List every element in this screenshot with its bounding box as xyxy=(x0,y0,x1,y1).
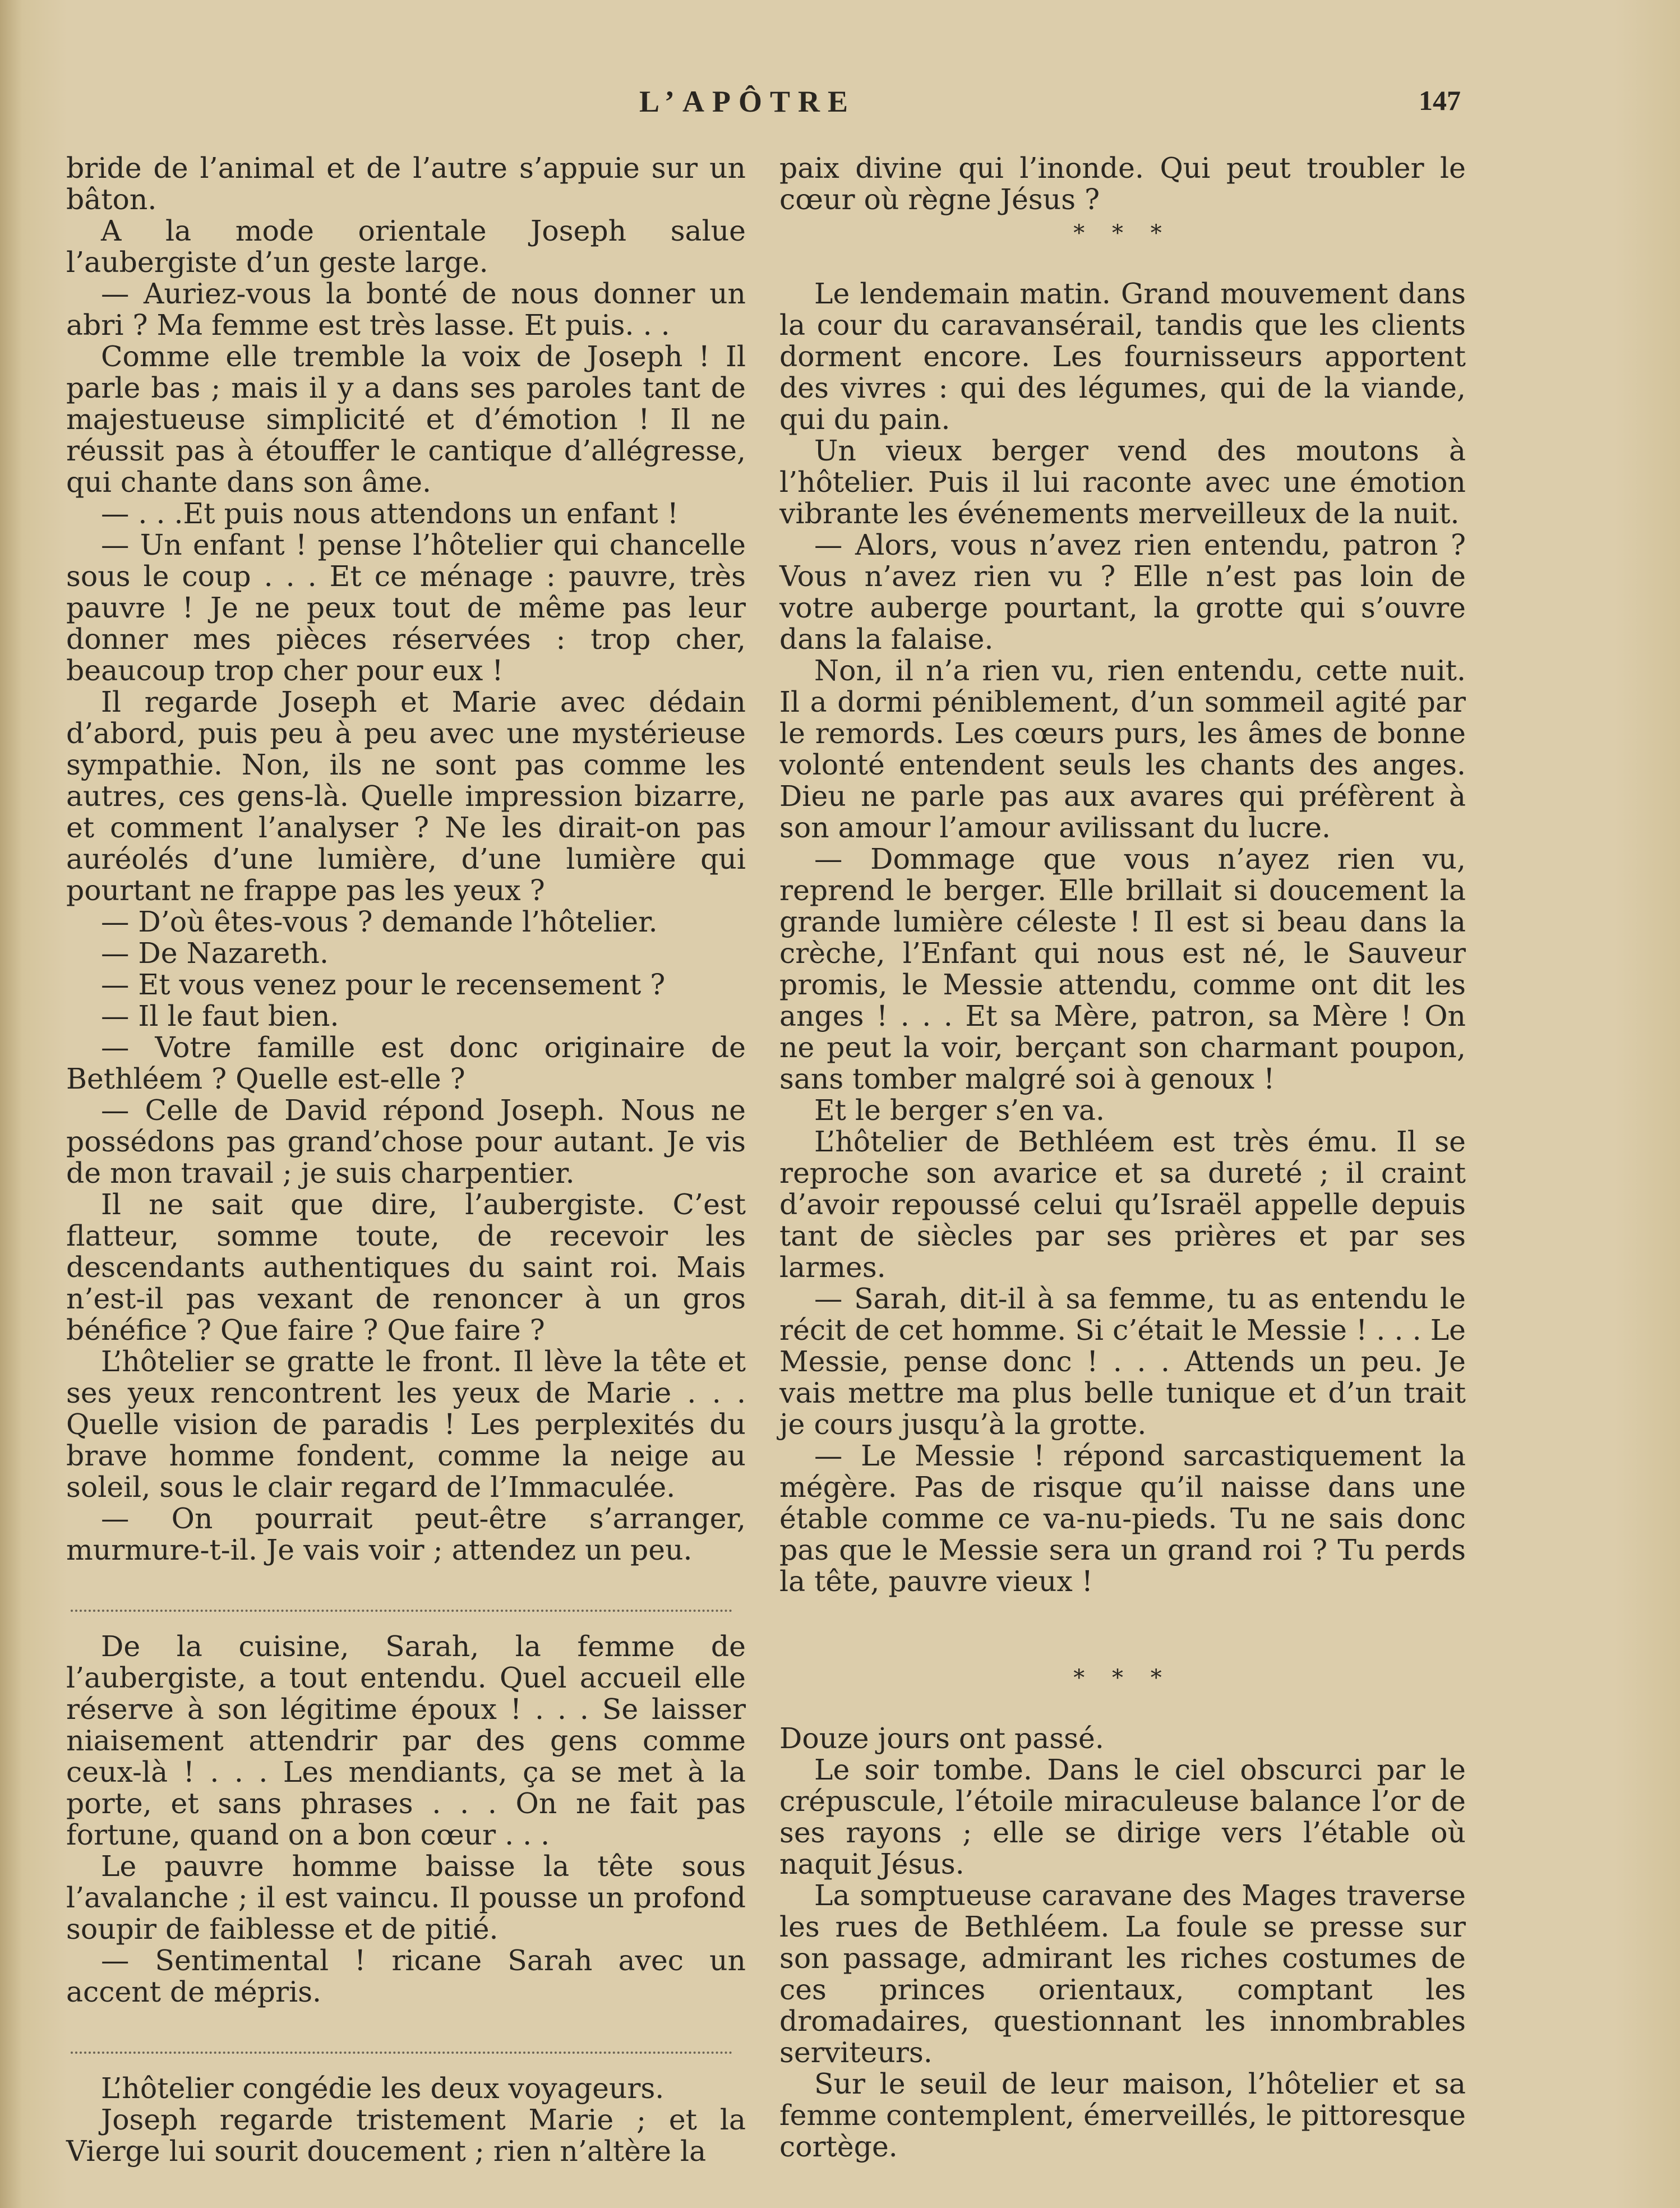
paragraph: — Et vous venez pour le recensement ? xyxy=(101,968,666,1001)
paragraph: — Dommage que vous n’ayez rien vu, reprend le berger. Elle brillait si doucement la grande lumière céleste ! Il est si beau dans la crèche, l’Enfant qui nous est né, le Sauveur promis, le Messie attendu, comme ont dit les anges ! . . . Et sa Mère, patron, sa Mère ! On ne peut la voir, berçant son charmant poupon, sans tomber malgré soi à genoux ! xyxy=(779,842,1466,1095)
right-column xyxy=(779,153,1466,2163)
dotted-separator xyxy=(71,2020,732,2054)
paragraph: — Votre famille est donc originaire de Bethléem ? Quelle est-elle ? xyxy=(66,1031,746,1095)
paragraph: A la mode orientale Joseph salue l’aubergiste d’un geste large. xyxy=(66,214,746,279)
paragraph: — Sarah, dit-il à sa femme, tu as entendu le récit de cet homme. Si c’était le Messie ! . . . Le Messie, pense donc ! . . . Attends un peu. Je vais mettre ma plus belle tunique et d’un trait je cours jusqu’à la grotte. xyxy=(779,1282,1466,1441)
paragraph: L’hôtelier de Bethléem est très ému. Il se reproche son avarice et sa dureté ; il craint d’avoir repoussé celui qu’Israël appelle depuis tant de siècles par ses prières et par ses larmes. xyxy=(779,1125,1466,1284)
running-header xyxy=(0,84,1680,129)
paragraph: — De Nazareth. xyxy=(101,937,329,970)
paragraph: — Celle de David répond Joseph. Nous ne possédons pas grand’chose pour autant. Je vis de mon travail ; je suis charpentier. xyxy=(66,1094,746,1190)
paragraph: Le soir tombe. Dans le ciel obscurci par le crépuscule, l’étoile miraculeuse balance l’or de ses rayons ; elle se dirige vers l’étable où naquit Jésus. xyxy=(779,1753,1466,1880)
paragraph: — Il le faut bien. xyxy=(101,999,339,1032)
paragraph: Comme elle tremble la voix de Joseph ! Il parle bas ; mais il y a dans ses paroles tant de majestueuse simplicité et d’émotion ! Il ne réussit pas à étouffer le cantique d’allégresse, qui chante dans son âme. xyxy=(66,340,746,499)
paragraph: L’hôtelier congédie les deux voyageurs. xyxy=(101,2072,664,2105)
paragraph: Joseph regarde tristement Marie ; et la Vierge lui sourit doucement ; rien n’altère la xyxy=(66,2103,746,2168)
paragraph: Il ne sait que dire, l’aubergiste. C’est flatteur, somme toute, de recevoir les descendants authentiques du saint roi. Mais n’est-il pas vexant de renoncer à un gros bénéfice ? Que faire ? Que faire ? xyxy=(66,1188,746,1347)
spacer xyxy=(779,1597,1466,1660)
paragraph: — On pourrait peut-être s’arranger, murmure-t-il. Je vais voir ; attendez un peu. xyxy=(66,1502,746,1566)
paragraph: Non, il n’a rien vu, rien entendu, cette nuit. Il a dormi péniblement, d’un sommeil agité par le remords. Les cœurs purs, les âmes de bonne volonté entendent seuls les chants des anges. Dieu ne parle pas aux avares qui préfèrent à son amour l’amour avilissant du lucre. xyxy=(779,654,1466,844)
page-number: 147 xyxy=(1419,85,1461,116)
paragraph: paix divine qui l’inonde. Qui peut troubler le cœur où règne Jésus ? xyxy=(779,151,1466,216)
paragraph: — Alors, vous n’avez rien entendu, patron ? Vous n’avez rien vu ? Elle n’est pas loin de votre auberge pourtant, la grotte qui s’ouvre dans la falaise. xyxy=(779,528,1466,656)
paragraph: Un vieux berger vend des moutons à l’hôtelier. Puis il lui raconte avec une émotion vibrante les événements merveilleux de la nuit. xyxy=(779,434,1466,530)
paragraph: — D’où êtes-vous ? demande l’hôtelier. xyxy=(101,905,658,938)
section-break-asterisks: * * * xyxy=(1073,220,1172,246)
paragraph: — Le Messie ! répond sarcastiquement la mégère. Pas de risque qu’il naisse dans une étable comme ce va-nu-pieds. Tu ne sais donc pas que le Messie sera un grand roi ? Tu perds la tête, pauvre vieux ! xyxy=(779,1439,1466,1598)
paragraph: Il regarde Joseph et Marie avec dédain d’abord, puis peu à peu avec une mystérieuse sympathie. Non, ils ne sont pas comme les autres, ces gens-là. Quelle impression bizarre, et comment l’analyser ? Ne les dirait-on pas auréolés d’une lumière, d’une lumière qui pourtant ne frappe pas les yeux ? xyxy=(66,685,746,907)
section-break-asterisks: * * * xyxy=(1073,1665,1172,1691)
paragraph: Le lendemain matin. Grand mouvement dans la cour du caravansérail, tandis que les clients dorment encore. Les fournisseurs apportent des vivres : qui des légumes, qui de la viande, qui du pain. xyxy=(779,277,1466,436)
paragraph: L’hôtelier se gratte le front. Il lève la tête et ses yeux rencontrent les yeux de Marie . . . Quelle vision de paradis ! Les perplexités du brave homme fondent, comme la neige au soleil, sous le clair regard de l’Immaculée. xyxy=(66,1345,746,1504)
paragraph: — . . .Et puis nous attendons un enfant ! xyxy=(101,497,679,530)
paragraph: bride de l’animal et de l’autre s’appuie sur un bâton. xyxy=(66,151,746,216)
journal-title: L’APÔTRE xyxy=(639,85,856,118)
dotted-separator xyxy=(71,1578,732,1612)
paragraph: Sur le seuil de leur maison, l’hôtelier et sa femme contemplent, émerveillés, le pittoresque cortège. xyxy=(779,2067,1466,2163)
paragraph: — Sentimental ! ricane Sarah avec un accent de mépris. xyxy=(66,1944,746,2008)
paragraph: Et le berger s’en va. xyxy=(814,1094,1105,1127)
paragraph: De la cuisine, Sarah, la femme de l’aubergiste, a tout entendu. Quel accueil elle réserve à son légitime époux ! . . . Se laisser niaisement attendrir par des gens comme ceux-là ! . . . Les mendiants, ça se met à la porte, et sans phrases . . . On ne fait pas fortune, quand on a bon cœur . . . xyxy=(66,1630,746,1851)
paragraph: — Auriez-vous la bonté de nous donner un abri ? Ma femme est très lasse. Et puis. . . xyxy=(66,277,746,342)
paragraph: La somptueuse caravane des Mages traverse les rues de Bethléem. La foule se presse sur son passage, admirant les riches costumes de ces princes orientaux, comptant les dromadaires, questionnant les innombrables serviteurs. xyxy=(779,1879,1466,2069)
paragraph: — Un enfant ! pense l’hôtelier qui chancelle sous le coup . . . Et ce ménage : pauvre, très pauvre ! Je ne peux tout de même pas leur donner mes pièces réservées : trop cher, beaucoup trop cher pour eux ! xyxy=(66,528,746,687)
paragraph: Le pauvre homme baisse la tête sous l’avalanche ; il est vaincu. Il pousse un profond soupir de faiblesse et de pitié. xyxy=(66,1850,746,1946)
paragraph: Douze jours ont passé. xyxy=(779,1722,1104,1755)
left-column xyxy=(66,153,746,2167)
